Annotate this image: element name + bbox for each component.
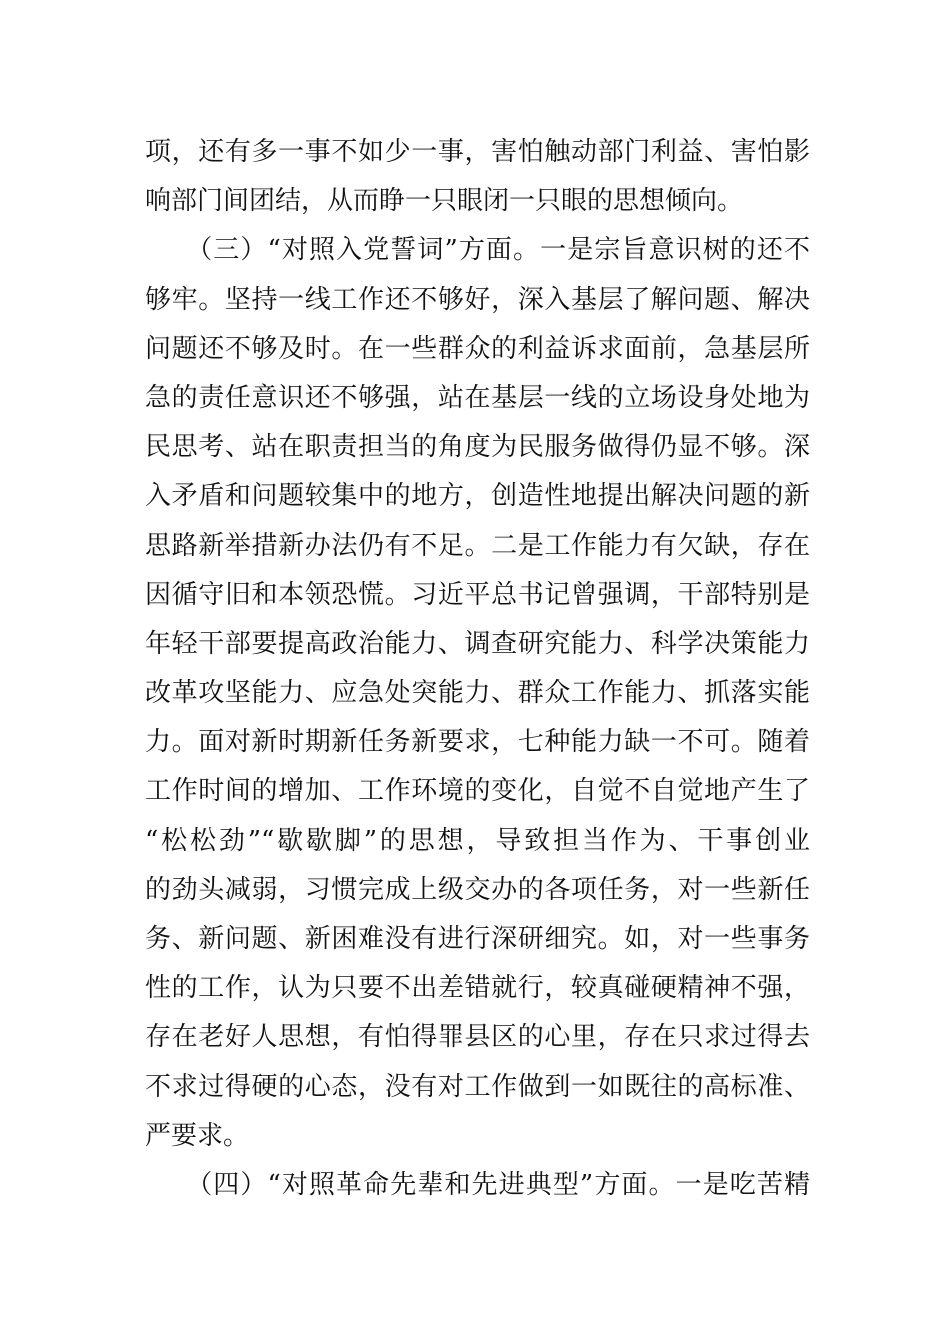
text-line: 工作时间的增加、工作环境的变化，自觉不自觉地产生了: [145, 776, 810, 807]
text-line: 严要求。: [145, 1120, 250, 1151]
body-text: [145, 128, 810, 1210]
text-line: 力。面对新时期新任务新要求，七种能力缺一不可。随着: [145, 727, 810, 758]
text-line: （三）“对照入党誓词”方面。一是宗旨意识树的还不: [145, 235, 810, 266]
text-line: （四）“对照革命先辈和先进典型”方面。一是吃苦精: [145, 1169, 810, 1200]
text-line: “松松劲”“歇歇脚”的思想，导致担当作为、干事创业: [145, 825, 810, 856]
text-line: 存在老好人思想，有怕得罪县区的心里，存在只求过得去: [145, 1022, 810, 1053]
text-line: 不求过得硬的心态，没有对工作做到一如既往的高标准、: [145, 1071, 810, 1102]
text-line: 思路新举措新办法仍有不足。二是工作能力有欠缺，存在: [145, 530, 810, 561]
text-line: 项，还有多一事不如少一事，害怕触动部门利益、害怕影: [145, 137, 810, 167]
text-line: 问题还不够及时。在一些群众的利益诉求面前，急基层所: [145, 333, 810, 364]
text-line: 性的工作，认为只要不出差错就行，较真碰硬精神不强，: [145, 973, 810, 1004]
text-line: 急的责任意识还不够强，站在基层一线的立场设身处地为: [145, 382, 810, 413]
text-line: 改革攻坚能力、应急处突能力、群众工作能力、抓落实能: [145, 678, 810, 709]
text-line: 响部门间团结，从而睁一只眼闭一只眼的思想倾向。: [145, 186, 744, 217]
text-line: 年轻干部要提高政治能力、调查研究能力、科学决策能力: [145, 628, 810, 659]
text-line: 务、新问题、新困难没有进行深研细究。如，对一些事务: [145, 924, 810, 954]
text-line: 的劲头减弱，习惯完成上级交办的各项任务，对一些新任: [145, 874, 810, 905]
text-line: 因循守旧和本领恐慌。习近平总书记曾强调，干部特别是: [145, 579, 810, 610]
text-line: 民思考、站在职责担当的角度为民服务做得仍显不够。深: [145, 432, 810, 463]
text-line: 入矛盾和问题较集中的地方，创造性地提出解决问题的新: [145, 481, 810, 512]
text-line: 够牢。坚持一线工作还不够好，深入基层了解问题、解决: [145, 284, 810, 315]
